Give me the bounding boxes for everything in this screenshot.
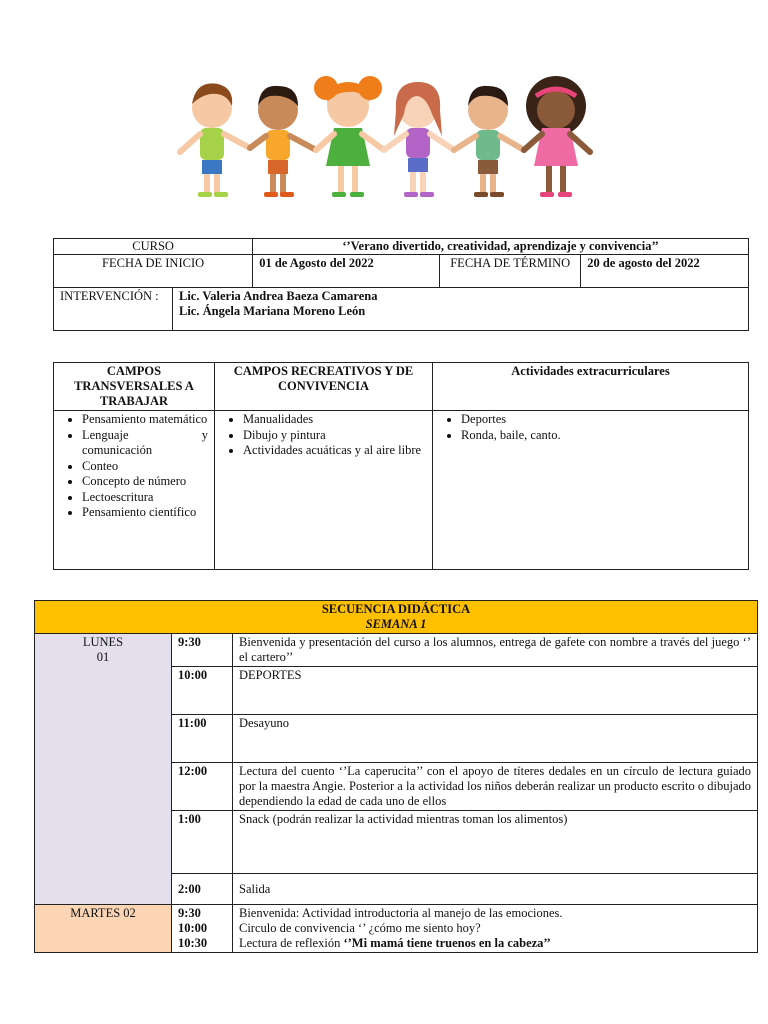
secuencia-title: SECUENCIA DIDÁCTICA	[321, 602, 471, 616]
course-info-table	[53, 238, 749, 331]
intervencion-label: INTERVENCIÓN :	[54, 288, 173, 331]
activity-cell: Lectura del cuento ‘’La caperucita’’ con el apoyo de títeres dedales en un círculo de lectura guiado por la maestra Angie. Posterior a la actividad los niños deberán realizar un producto escrito o dibujado dependiendo la edad de cada uno de ellos	[233, 763, 758, 811]
time-cell: 9:30	[172, 634, 233, 667]
curso-row	[54, 239, 749, 255]
campos-header-row	[54, 363, 749, 411]
children-illustration	[170, 66, 600, 206]
facilitator-2: Lic. Ángela Mariana Moreno León	[179, 304, 366, 318]
activity-cell	[233, 905, 758, 953]
time-cell: 1:00	[172, 811, 233, 874]
list-item: • Deportes	[461, 412, 742, 428]
day-number: 01	[96, 650, 110, 664]
list-item: • Actividades acuáticas y al aire libre	[243, 443, 426, 459]
reading-title: ‘’Mi mamá tiene truenos en la cabeza’’	[343, 936, 551, 950]
recreativos-list	[215, 412, 426, 459]
facilitators-cell	[173, 288, 749, 331]
table-row	[35, 634, 758, 667]
semana-subtitle: SEMANA 1	[365, 617, 427, 631]
child-1	[180, 83, 250, 197]
activity-cell: Desayuno	[233, 715, 758, 763]
time-cell: 10:00	[172, 667, 233, 715]
fechas-row	[54, 255, 749, 288]
time-cell	[172, 905, 233, 953]
extracurriculares-header: Actividades extracurriculares	[433, 363, 749, 411]
time-value: 10:30	[178, 936, 208, 950]
child-6	[524, 76, 590, 197]
time-value: 9:30	[178, 906, 201, 920]
secuencia-header	[35, 601, 758, 634]
list-item: • Concepto de número	[82, 474, 208, 490]
fecha-termino-value: 20 de agosto del 2022	[581, 255, 749, 288]
transversales-cell	[54, 411, 215, 570]
curso-label: CURSO	[54, 239, 253, 255]
activity-line: Bienvenida: Actividad introductoria al manejo de las emociones.	[239, 906, 563, 920]
list-item: • Lectoescritura	[82, 490, 208, 506]
list-item: • Pensamiento científico	[82, 505, 208, 521]
activity-line: Circulo de convivencia ‘’ ¿cómo me siento hoy?	[239, 921, 481, 935]
campos-content-row	[54, 411, 749, 570]
fecha-termino-label: FECHA DE TÉRMINO	[440, 255, 581, 288]
fecha-inicio-value: 01 de Agosto del 2022	[253, 255, 440, 288]
list-item: • Pensamiento matemático	[82, 412, 208, 428]
child-5	[454, 86, 524, 197]
activity-cell: Snack (podrán realizar la actividad mientras toman los alimentos)	[233, 811, 758, 874]
child-4	[384, 82, 454, 197]
day-martes: MARTES 02	[35, 905, 172, 953]
list-item: • Lenguaje y comunicación	[82, 428, 208, 459]
extracurriculares-cell	[433, 411, 749, 570]
table-row	[35, 905, 758, 953]
curso-value: ‘’Verano divertido, creatividad, aprendizaje y convivencia’’	[253, 239, 749, 255]
day-name: LUNES	[82, 635, 124, 649]
list-item: • Manualidades	[243, 412, 426, 428]
child-3	[314, 76, 384, 197]
activity-cell: Salida	[233, 874, 758, 905]
time-value: 10:00	[178, 921, 208, 935]
recreativos-cell	[215, 411, 433, 570]
list-item: • Ronda, baile, canto.	[461, 428, 742, 444]
list-item: • Dibujo y pintura	[243, 428, 426, 444]
intervencion-row	[54, 288, 749, 331]
transversales-list	[54, 412, 208, 521]
campos-table	[53, 362, 749, 570]
list-item: • Conteo	[82, 459, 208, 475]
activity-cell: Bienvenida y presentación del curso a los alumnos, entrega de gafete con nombre a través del juego ‘’ el cartero’’	[233, 634, 758, 667]
time-cell: 11:00	[172, 715, 233, 763]
activity-line	[239, 936, 751, 951]
day-lunes	[35, 634, 172, 905]
time-cell: 2:00	[172, 874, 233, 905]
time-cell: 12:00	[172, 763, 233, 811]
child-2	[250, 86, 316, 197]
fecha-inicio-label: FECHA DE INICIO	[54, 255, 253, 288]
facilitator-1: Lic. Valeria Andrea Baeza Camarena	[179, 289, 378, 303]
secuencia-header-row	[35, 601, 758, 634]
extracurriculares-list	[433, 412, 742, 443]
campos-transversales-header: CAMPOS TRANSVERSALES A TRABAJAR	[54, 363, 215, 411]
activity-cell: DEPORTES	[233, 667, 758, 715]
activity-text: Lectura de reflexión	[239, 936, 344, 950]
secuencia-table	[34, 600, 758, 953]
campos-recreativos-header: CAMPOS RECREATIVOS Y DE CONVIVENCIA	[215, 363, 433, 411]
